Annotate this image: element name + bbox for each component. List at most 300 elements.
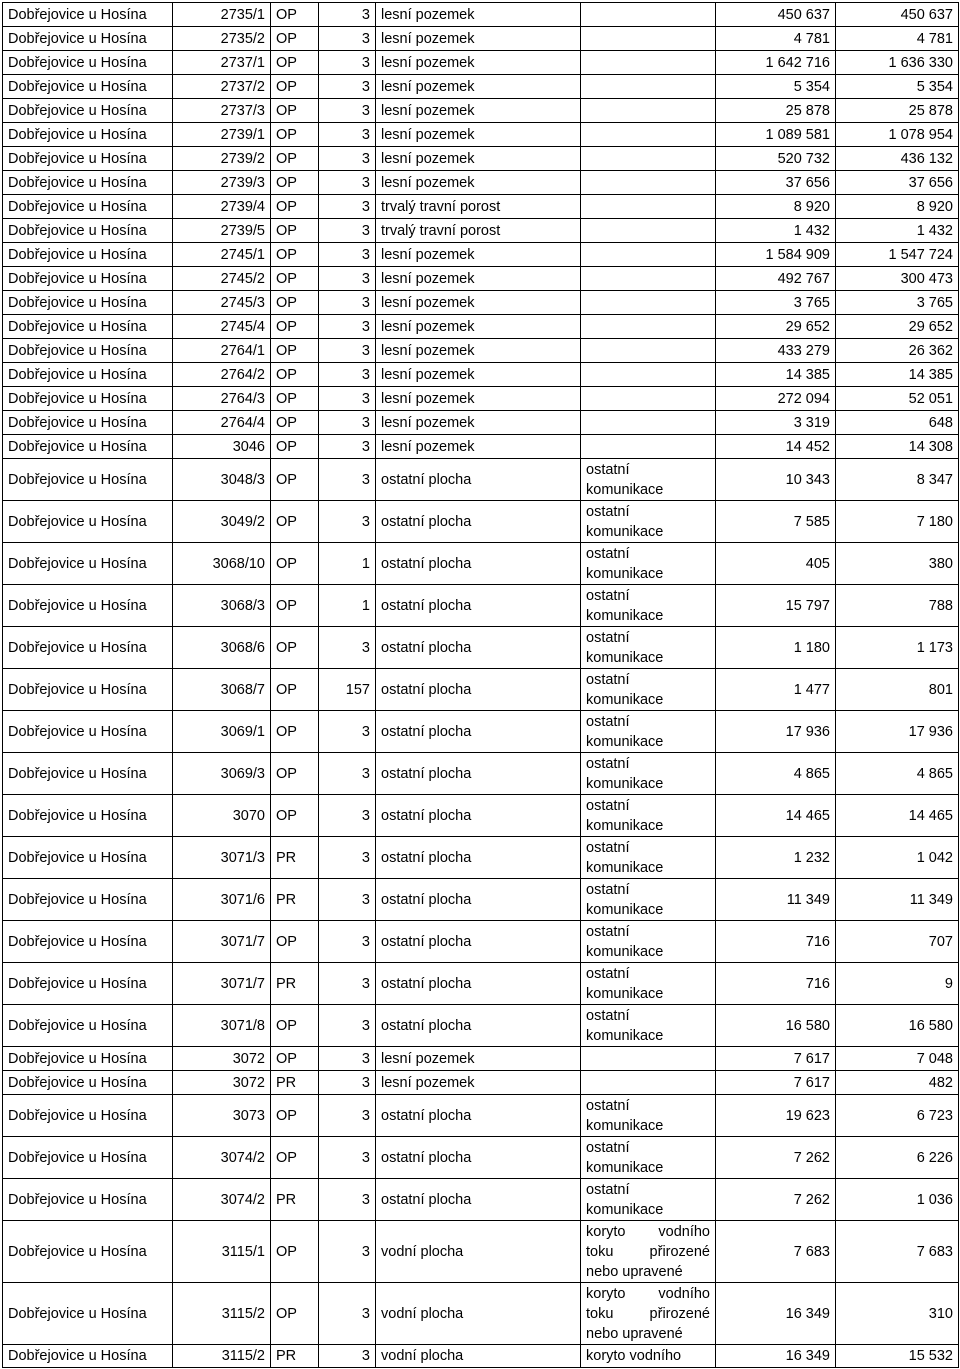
land-use-cell: [581, 315, 716, 339]
parcel-type-cell: PR: [271, 1071, 319, 1095]
affected-area-cell: 17 936: [836, 711, 959, 753]
land-type-cell: lesní pozemek: [376, 339, 581, 363]
affected-area-cell: 7 683: [836, 1221, 959, 1283]
affected-area-cell: 14 465: [836, 795, 959, 837]
land-type-cell: ostatní plocha: [376, 1179, 581, 1221]
affected-area-cell: 8 347: [836, 459, 959, 501]
cadastral-area-cell: Dobřejovice u Hosína: [3, 1221, 173, 1283]
cadastral-area-cell: Dobřejovice u Hosína: [3, 315, 173, 339]
land-use-cell: [581, 195, 716, 219]
land-use-cell: [581, 75, 716, 99]
cadastral-area-cell: Dobřejovice u Hosína: [3, 1179, 173, 1221]
parcel-type-cell: OP: [271, 795, 319, 837]
table-row: [3, 501, 959, 543]
land-type-cell: ostatní plocha: [376, 1137, 581, 1179]
land-use-cell: ostatní komunikace: [581, 1179, 716, 1221]
cadastral-area-cell: Dobřejovice u Hosína: [3, 543, 173, 585]
land-use-cell: ostatní komunikace: [581, 879, 716, 921]
area-cell: 450 637: [716, 3, 836, 27]
area-cell: 716: [716, 921, 836, 963]
parcel-type-cell: PR: [271, 879, 319, 921]
parcel-type-cell: PR: [271, 1345, 319, 1368]
parcel-type-cell: PR: [271, 1179, 319, 1221]
table-row: [3, 435, 959, 459]
land-type-cell: lesní pozemek: [376, 147, 581, 171]
affected-area-cell: 29 652: [836, 315, 959, 339]
table-row: [3, 267, 959, 291]
area-cell: 7 585: [716, 501, 836, 543]
area-cell: 19 623: [716, 1095, 836, 1137]
affected-area-cell: 25 878: [836, 99, 959, 123]
parcel-number-cell: 2737/1: [173, 51, 271, 75]
cadastral-area-cell: Dobřejovice u Hosína: [3, 1345, 173, 1368]
parcel-number-cell: 2764/2: [173, 363, 271, 387]
table-row: [3, 123, 959, 147]
land-use-cell: ostatní komunikace: [581, 501, 716, 543]
area-cell: 17 936: [716, 711, 836, 753]
land-type-cell: lesní pozemek: [376, 51, 581, 75]
parcel-number-cell: 2739/3: [173, 171, 271, 195]
ownership-sheet-cell: 1: [319, 543, 376, 585]
parcel-number-cell: 2739/1: [173, 123, 271, 147]
land-use-cell: [581, 267, 716, 291]
affected-area-cell: 26 362: [836, 339, 959, 363]
parcel-number-cell: 3071/6: [173, 879, 271, 921]
table-row: [3, 219, 959, 243]
area-cell: 3 319: [716, 411, 836, 435]
ownership-sheet-cell: 3: [319, 1095, 376, 1137]
parcel-type-cell: OP: [271, 435, 319, 459]
affected-area-cell: 11 349: [836, 879, 959, 921]
cadastral-area-cell: Dobřejovice u Hosína: [3, 921, 173, 963]
land-use-cell: [581, 219, 716, 243]
area-cell: 272 094: [716, 387, 836, 411]
land-type-cell: trvalý travní porost: [376, 219, 581, 243]
parcel-number-cell: 3115/1: [173, 1221, 271, 1283]
table-row: [3, 1005, 959, 1047]
parcel-number-cell: 3115/2: [173, 1345, 271, 1368]
area-cell: 14 452: [716, 435, 836, 459]
land-type-cell: ostatní plocha: [376, 795, 581, 837]
ownership-sheet-cell: 3: [319, 459, 376, 501]
parcel-type-cell: OP: [271, 1095, 319, 1137]
cadastral-area-cell: Dobřejovice u Hosína: [3, 1137, 173, 1179]
cadastral-area-cell: Dobřejovice u Hosína: [3, 339, 173, 363]
ownership-sheet-cell: 3: [319, 627, 376, 669]
land-use-cell: [581, 1047, 716, 1071]
land-type-cell: vodní plocha: [376, 1283, 581, 1345]
area-cell: 1 584 909: [716, 243, 836, 267]
table-row: [3, 51, 959, 75]
parcel-type-cell: OP: [271, 243, 319, 267]
land-use-cell: ostatní komunikace: [581, 627, 716, 669]
parcel-type-cell: OP: [271, 1283, 319, 1345]
area-cell: 37 656: [716, 171, 836, 195]
table-row: [3, 1345, 959, 1368]
table-row: [3, 195, 959, 219]
ownership-sheet-cell: 3: [319, 1137, 376, 1179]
ownership-sheet-cell: 3: [319, 219, 376, 243]
parcel-number-cell: 2737/2: [173, 75, 271, 99]
land-use-cell: ostatní komunikace: [581, 711, 716, 753]
land-type-cell: ostatní plocha: [376, 879, 581, 921]
land-type-cell: ostatní plocha: [376, 921, 581, 963]
parcel-type-cell: OP: [271, 585, 319, 627]
cadastral-area-cell: Dobřejovice u Hosína: [3, 291, 173, 315]
table-row: [3, 171, 959, 195]
cadastral-area-cell: Dobřejovice u Hosína: [3, 753, 173, 795]
ownership-sheet-cell: 3: [319, 75, 376, 99]
land-type-cell: lesní pozemek: [376, 171, 581, 195]
parcel-type-cell: OP: [271, 339, 319, 363]
cadastral-area-cell: Dobřejovice u Hosína: [3, 387, 173, 411]
area-cell: 7 262: [716, 1179, 836, 1221]
parcel-number-cell: 3068/3: [173, 585, 271, 627]
parcel-type-cell: PR: [271, 837, 319, 879]
parcel-type-cell: OP: [271, 315, 319, 339]
ownership-sheet-cell: 1: [319, 585, 376, 627]
ownership-sheet-cell: 3: [319, 963, 376, 1005]
table-row: [3, 963, 959, 1005]
cadastral-area-cell: Dobřejovice u Hosína: [3, 27, 173, 51]
parcel-type-cell: OP: [271, 543, 319, 585]
land-type-cell: ostatní plocha: [376, 459, 581, 501]
parcel-number-cell: 3071/7: [173, 963, 271, 1005]
parcel-number-cell: 2737/3: [173, 99, 271, 123]
parcel-type-cell: OP: [271, 501, 319, 543]
affected-area-cell: 1 042: [836, 837, 959, 879]
area-cell: 4 781: [716, 27, 836, 51]
parcel-number-cell: 2764/1: [173, 339, 271, 363]
land-type-cell: lesní pozemek: [376, 291, 581, 315]
ownership-sheet-cell: 3: [319, 711, 376, 753]
affected-area-cell: 788: [836, 585, 959, 627]
table-row: [3, 411, 959, 435]
table-row: [3, 795, 959, 837]
table-row: [3, 75, 959, 99]
affected-area-cell: 300 473: [836, 267, 959, 291]
land-type-cell: lesní pozemek: [376, 75, 581, 99]
table-row: [3, 3, 959, 27]
area-cell: 1 642 716: [716, 51, 836, 75]
parcel-number-cell: 3071/3: [173, 837, 271, 879]
land-type-cell: ostatní plocha: [376, 837, 581, 879]
ownership-sheet-cell: 3: [319, 1179, 376, 1221]
table-row: [3, 879, 959, 921]
parcel-type-cell: OP: [271, 363, 319, 387]
affected-area-cell: 16 580: [836, 1005, 959, 1047]
land-use-cell: koryto vodního toku přirozené nebo upravené: [581, 1283, 716, 1345]
land-type-cell: lesní pozemek: [376, 243, 581, 267]
area-cell: 7 262: [716, 1137, 836, 1179]
parcel-number-cell: 2739/5: [173, 219, 271, 243]
ownership-sheet-cell: 3: [319, 921, 376, 963]
area-cell: 1 432: [716, 219, 836, 243]
land-use-cell: [581, 435, 716, 459]
land-use-cell: [581, 123, 716, 147]
table-row: [3, 1095, 959, 1137]
ownership-sheet-cell: 3: [319, 195, 376, 219]
table-row: [3, 921, 959, 963]
parcel-type-cell: OP: [271, 753, 319, 795]
cadastral-area-cell: Dobřejovice u Hosína: [3, 669, 173, 711]
cadastral-area-cell: Dobřejovice u Hosína: [3, 411, 173, 435]
land-type-cell: ostatní plocha: [376, 501, 581, 543]
affected-area-cell: 1 036: [836, 1179, 959, 1221]
table-row: [3, 669, 959, 711]
affected-area-cell: 1 636 330: [836, 51, 959, 75]
affected-area-cell: 482: [836, 1071, 959, 1095]
parcel-number-cell: 3115/2: [173, 1283, 271, 1345]
land-type-cell: lesní pozemek: [376, 411, 581, 435]
affected-area-cell: 14 308: [836, 435, 959, 459]
ownership-sheet-cell: 3: [319, 837, 376, 879]
cadastral-area-cell: Dobřejovice u Hosína: [3, 219, 173, 243]
area-cell: 1 477: [716, 669, 836, 711]
table-row: [3, 459, 959, 501]
table-row: [3, 711, 959, 753]
land-type-cell: ostatní plocha: [376, 753, 581, 795]
land-use-cell: [581, 27, 716, 51]
land-use-cell: [581, 171, 716, 195]
land-type-cell: lesní pozemek: [376, 435, 581, 459]
land-use-cell: ostatní komunikace: [581, 1095, 716, 1137]
area-cell: 716: [716, 963, 836, 1005]
ownership-sheet-cell: 3: [319, 1047, 376, 1071]
land-type-cell: ostatní plocha: [376, 963, 581, 1005]
ownership-sheet-cell: 3: [319, 1283, 376, 1345]
affected-area-cell: 52 051: [836, 387, 959, 411]
land-type-cell: lesní pozemek: [376, 27, 581, 51]
affected-area-cell: 436 132: [836, 147, 959, 171]
area-cell: 15 797: [716, 585, 836, 627]
ownership-sheet-cell: 3: [319, 123, 376, 147]
land-use-cell: koryto vodního: [581, 1345, 716, 1368]
parcel-type-cell: OP: [271, 1047, 319, 1071]
area-cell: 7 617: [716, 1047, 836, 1071]
parcel-type-cell: OP: [271, 627, 319, 669]
land-type-cell: lesní pozemek: [376, 1071, 581, 1095]
land-use-cell: koryto vodního toku přirozené nebo upravené: [581, 1221, 716, 1283]
area-cell: 1 089 581: [716, 123, 836, 147]
cadastral-area-cell: Dobřejovice u Hosína: [3, 627, 173, 669]
parcel-type-cell: OP: [271, 123, 319, 147]
ownership-sheet-cell: 157: [319, 669, 376, 711]
affected-area-cell: 37 656: [836, 171, 959, 195]
table-row: [3, 243, 959, 267]
area-cell: 16 349: [716, 1283, 836, 1345]
land-use-cell: [581, 411, 716, 435]
area-cell: 29 652: [716, 315, 836, 339]
cadastral-area-cell: Dobřejovice u Hosína: [3, 243, 173, 267]
table-row: [3, 753, 959, 795]
parcel-number-cell: 3072: [173, 1071, 271, 1095]
area-cell: 7 683: [716, 1221, 836, 1283]
affected-area-cell: 14 385: [836, 363, 959, 387]
land-use-cell: [581, 339, 716, 363]
parcel-type-cell: OP: [271, 291, 319, 315]
cadastral-area-cell: Dobřejovice u Hosína: [3, 879, 173, 921]
area-cell: 16 580: [716, 1005, 836, 1047]
ownership-sheet-cell: 3: [319, 1345, 376, 1368]
land-use-cell: ostatní komunikace: [581, 837, 716, 879]
ownership-sheet-cell: 3: [319, 753, 376, 795]
area-cell: 1 232: [716, 837, 836, 879]
parcel-type-cell: OP: [271, 147, 319, 171]
land-use-cell: [581, 1071, 716, 1095]
affected-area-cell: 1 547 724: [836, 243, 959, 267]
ownership-sheet-cell: 3: [319, 171, 376, 195]
land-use-cell: [581, 291, 716, 315]
area-cell: 25 878: [716, 99, 836, 123]
ownership-sheet-cell: 3: [319, 27, 376, 51]
cadastral-area-cell: Dobřejovice u Hosína: [3, 1047, 173, 1071]
land-type-cell: lesní pozemek: [376, 99, 581, 123]
land-use-cell: [581, 99, 716, 123]
land-type-cell: trvalý travní porost: [376, 195, 581, 219]
ownership-sheet-cell: 3: [319, 243, 376, 267]
ownership-sheet-cell: 3: [319, 3, 376, 27]
cadastral-area-cell: Dobřejovice u Hosína: [3, 123, 173, 147]
cadastral-area-cell: Dobřejovice u Hosína: [3, 75, 173, 99]
cadastral-area-cell: Dobřejovice u Hosína: [3, 435, 173, 459]
ownership-sheet-cell: 3: [319, 435, 376, 459]
parcel-number-cell: 3072: [173, 1047, 271, 1071]
table-row: [3, 315, 959, 339]
land-type-cell: ostatní plocha: [376, 543, 581, 585]
parcel-type-cell: OP: [271, 411, 319, 435]
parcel-number-cell: 2735/2: [173, 27, 271, 51]
ownership-sheet-cell: 3: [319, 291, 376, 315]
cadastral-area-cell: Dobřejovice u Hosína: [3, 1095, 173, 1137]
land-type-cell: lesní pozemek: [376, 267, 581, 291]
land-use-cell: ostatní komunikace: [581, 1137, 716, 1179]
parcel-type-cell: OP: [271, 99, 319, 123]
land-use-cell: ostatní komunikace: [581, 585, 716, 627]
parcel-type-cell: OP: [271, 1137, 319, 1179]
cadastral-area-cell: Dobřejovice u Hosína: [3, 195, 173, 219]
parcel-number-cell: 3074/2: [173, 1179, 271, 1221]
parcel-type-cell: OP: [271, 921, 319, 963]
table-row: [3, 1047, 959, 1071]
cadastral-area-cell: Dobřejovice u Hosína: [3, 363, 173, 387]
area-cell: 8 920: [716, 195, 836, 219]
parcel-type-cell: OP: [271, 75, 319, 99]
area-cell: 4 865: [716, 753, 836, 795]
cadastral-area-cell: Dobřejovice u Hosína: [3, 459, 173, 501]
table-row: [3, 1137, 959, 1179]
affected-area-cell: 310: [836, 1283, 959, 1345]
land-use-cell: [581, 147, 716, 171]
area-cell: 5 354: [716, 75, 836, 99]
ownership-sheet-cell: 3: [319, 147, 376, 171]
parcel-type-cell: OP: [271, 1005, 319, 1047]
affected-area-cell: 4 781: [836, 27, 959, 51]
parcel-type-cell: OP: [271, 1221, 319, 1283]
table-row: [3, 387, 959, 411]
cadastral-area-cell: Dobřejovice u Hosína: [3, 711, 173, 753]
cadastral-area-cell: Dobřejovice u Hosína: [3, 795, 173, 837]
parcel-table-body: [3, 3, 959, 1368]
ownership-sheet-cell: 3: [319, 339, 376, 363]
area-cell: 10 343: [716, 459, 836, 501]
affected-area-cell: 6 723: [836, 1095, 959, 1137]
table-row: [3, 291, 959, 315]
area-cell: 405: [716, 543, 836, 585]
ownership-sheet-cell: 3: [319, 267, 376, 291]
table-row: [3, 99, 959, 123]
land-use-cell: ostatní komunikace: [581, 795, 716, 837]
land-type-cell: lesní pozemek: [376, 363, 581, 387]
ownership-sheet-cell: 3: [319, 1071, 376, 1095]
table-row: [3, 147, 959, 171]
land-use-cell: ostatní komunikace: [581, 753, 716, 795]
affected-area-cell: 7 048: [836, 1047, 959, 1071]
parcel-type-cell: PR: [271, 963, 319, 1005]
land-type-cell: ostatní plocha: [376, 1005, 581, 1047]
cadastral-area-cell: Dobřejovice u Hosína: [3, 837, 173, 879]
parcel-number-cell: 3068/6: [173, 627, 271, 669]
parcel-number-cell: 2764/3: [173, 387, 271, 411]
ownership-sheet-cell: 3: [319, 1005, 376, 1047]
ownership-sheet-cell: 3: [319, 795, 376, 837]
ownership-sheet-cell: 3: [319, 315, 376, 339]
ownership-sheet-cell: 3: [319, 1221, 376, 1283]
table-row: [3, 363, 959, 387]
land-type-cell: lesní pozemek: [376, 123, 581, 147]
parcel-type-cell: OP: [271, 51, 319, 75]
parcel-type-cell: OP: [271, 459, 319, 501]
parcel-number-cell: 3070: [173, 795, 271, 837]
ownership-sheet-cell: 3: [319, 99, 376, 123]
land-use-cell: ostatní komunikace: [581, 669, 716, 711]
cadastral-area-cell: Dobřejovice u Hosína: [3, 171, 173, 195]
land-type-cell: ostatní plocha: [376, 585, 581, 627]
affected-area-cell: 1 078 954: [836, 123, 959, 147]
area-cell: 16 349: [716, 1345, 836, 1368]
cadastral-area-cell: Dobřejovice u Hosína: [3, 1071, 173, 1095]
area-cell: 11 349: [716, 879, 836, 921]
table-row: [3, 1071, 959, 1095]
affected-area-cell: 3 765: [836, 291, 959, 315]
cadastral-area-cell: Dobřejovice u Hosína: [3, 147, 173, 171]
land-use-cell: [581, 387, 716, 411]
ownership-sheet-cell: 3: [319, 387, 376, 411]
area-cell: 492 767: [716, 267, 836, 291]
parcel-number-cell: 2745/4: [173, 315, 271, 339]
parcel-number-cell: 2739/2: [173, 147, 271, 171]
affected-area-cell: 707: [836, 921, 959, 963]
affected-area-cell: 6 226: [836, 1137, 959, 1179]
ownership-sheet-cell: 3: [319, 879, 376, 921]
area-cell: 520 732: [716, 147, 836, 171]
parcel-number-cell: 3069/1: [173, 711, 271, 753]
land-use-cell: ostatní komunikace: [581, 459, 716, 501]
parcel-type-cell: OP: [271, 669, 319, 711]
land-use-cell: [581, 51, 716, 75]
parcel-number-cell: 3048/3: [173, 459, 271, 501]
table-row: [3, 339, 959, 363]
parcel-type-cell: OP: [271, 3, 319, 27]
cadastral-area-cell: Dobřejovice u Hosína: [3, 51, 173, 75]
table-row: [3, 837, 959, 879]
area-cell: 3 765: [716, 291, 836, 315]
table-row: [3, 627, 959, 669]
parcel-type-cell: OP: [271, 219, 319, 243]
land-use-cell: [581, 363, 716, 387]
table-row: [3, 1283, 959, 1345]
cadastral-area-cell: Dobřejovice u Hosína: [3, 99, 173, 123]
